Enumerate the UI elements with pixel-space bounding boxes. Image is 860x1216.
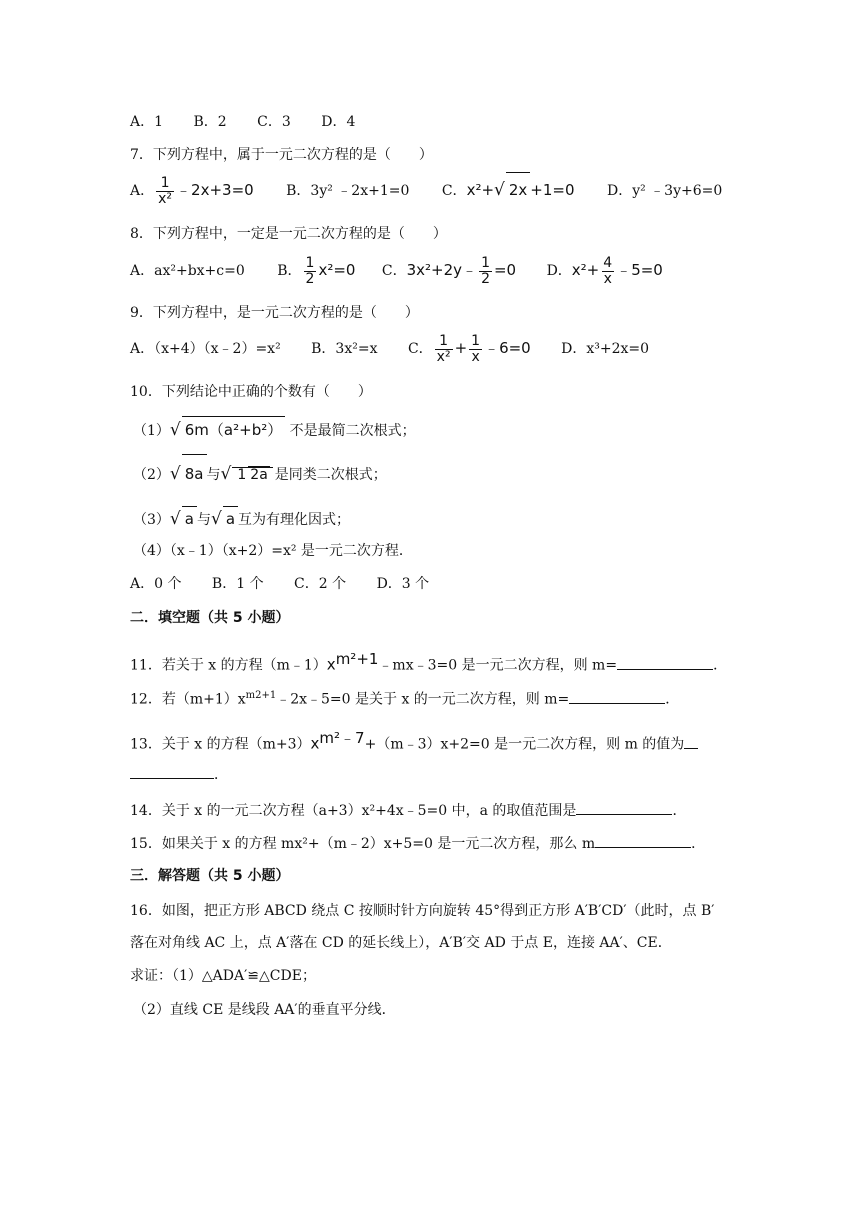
q8-c-denominator: 2 [481,270,490,287]
q10-s2-label: （2） [133,467,170,483]
q11-middle: ﹣mx﹣3=0 是一元二次方程，则 m= [378,657,618,674]
q12-exponent: m2+1 [245,690,277,701]
q12 [130,686,679,710]
q14-prefix: 14．关于 x 的一元二次方程（a+3）x²+4x﹣5=0 中，a 的取值范围是 [130,803,577,819]
q8-stem: 8．下列方程中，一定是一元二次方程的是（ ） [130,226,447,242]
q8-option-b [277,253,355,288]
q7-a-numerator: 1 [160,174,170,191]
q10-s2-mid: 与 [206,467,221,483]
q8-b-tail: x²=0 [318,261,356,279]
q9-c-numerator-1: 1 [439,332,449,349]
q10-statement-4: （4）（x﹣1）（x+2）=x² 是一元二次方程． [133,543,413,559]
q6-option-b: B．2 [193,114,227,130]
radical-icon: √ [169,464,181,484]
q8-c-fraction [479,256,492,287]
q11-prefix: 11．若关于 x 的方程（m﹣1） [130,657,327,674]
q10-s1-tail: 不是最简二次根式； [285,423,416,439]
q7-a-tail: ﹣2x+3=0 [176,181,254,199]
q16-line-1: 16．如图，把正方形 ABCD 绕点 C 按顺时针方向旋转 45°得到正方形 A′B′CD′（此时，点 B′ [130,903,715,919]
q12-prefix: 12．若（m+1）x [130,691,246,708]
q12-answer-blank[interactable] [569,689,665,704]
q13 [130,725,698,758]
q10-s3-radicand-2: a [223,506,238,531]
radical-icon: √ [220,464,232,484]
q10-stem: 10．下列结论中正确的个数有（ ） [130,384,372,400]
q11-answer-blank[interactable] [617,655,713,670]
q8-b-denominator: 2 [305,270,315,287]
q8-c-numerator: 1 [481,254,490,271]
q8-option-c [382,253,516,288]
q13-exponent: m²﹣7 [319,729,365,747]
q10-option-b: B．1 个 [211,576,264,592]
q10-s1-label: （1） [133,423,170,439]
q7-c-label: C． [441,183,467,199]
q9-c-numerator-2: 1 [471,332,481,349]
q10-options [130,574,429,594]
q7-option-a [130,173,254,208]
q9-options [130,330,649,367]
q7-option-d: D．y² ﹣3y+6=0 [606,183,723,199]
q10-s1-radicand: 6m（a²+b²） [182,416,285,443]
q10-statement-1 [133,416,416,444]
q13-answer-blank-start[interactable] [684,734,698,749]
q10-s2-numerator: 1 [237,467,247,483]
q8-d-lead: x²+ [571,261,600,279]
q9-c-denominator-2: x [471,348,480,365]
q14-answer-blank[interactable] [576,800,672,815]
q11-end: ． [713,657,728,674]
q10-s2-fraction [232,467,272,483]
radical-icon: √ [494,180,505,200]
q8-option-d [547,253,663,288]
q8-c-lead: 3x²+2y﹣ [406,261,478,279]
section-solve-heading: 三．解答题（共 5 小题） [130,868,290,884]
q8-d-denominator: x [603,270,612,287]
section-fill-in-heading: 二．填空题（共 5 小题） [130,610,290,626]
q10-s3-label: （3） [133,512,170,528]
q13-prefix: 13．关于 x 的方程（m+3） [130,736,311,753]
q9-c-label: C． [407,341,433,357]
q6-option-a: A．1 [130,114,164,130]
q8-c-label: C． [381,263,407,279]
q9-c-denominator-1: x² [436,348,451,365]
q16-line-3: 求证：（1）△ADA′≌△CDE； [130,968,316,984]
q11-exponent: m²+1 [335,650,379,668]
q11 [130,646,727,679]
q16-line-4: （2）直线 CE 是线段 AA′的垂直平分线． [133,1002,396,1018]
q9-stem: 9．下列方程中，是一元二次方程的是（ ） [130,305,419,321]
q7-c-tail: +1=0 [530,181,575,199]
q10-s2-radicand-1: 8a [182,454,207,493]
q11-base: x [326,655,336,674]
q13-base: x [310,734,320,753]
q14-end: ． [672,803,687,819]
radical-icon: √ [169,420,181,440]
q8-b-label: B． [277,263,302,279]
q9-c-fraction-2 [469,334,482,365]
q7-option-b: B．3y² ﹣2x+1=0 [286,183,410,199]
q6-option-d: D．4 [321,114,356,130]
q13-continuation [130,764,228,785]
q9-option-d: D．x³+2x=0 [561,341,650,357]
q9-c-fraction-1 [435,334,453,365]
q10-s2-denominator: 2a [250,467,268,483]
q6-option-c: C．3 [257,114,291,130]
q10-statement-2 [133,454,387,494]
q14 [130,800,686,821]
q7-a-fraction [156,176,174,207]
q15-end: ． [691,836,706,852]
q12-middle: ﹣2x﹣5=0 是关于 x 的一元二次方程，则 m= [276,691,570,708]
q15 [130,833,705,854]
q9-option-c [408,330,531,367]
q15-answer-blank[interactable] [595,833,691,848]
q7-a-label: A． [130,183,155,199]
q7-a-denominator: x² [158,190,173,207]
q9-c-tail: ﹣6=0 [484,339,531,357]
q7-c-radicand: 2x [506,172,530,207]
q8-b-numerator: 1 [305,254,315,271]
q13-middle: +（m﹣3）x+2=0 是一元二次方程，则 m 的值为 [364,736,685,753]
q10-s3-tail: 互为有理化因式； [238,512,351,528]
q7-option-c [442,172,575,208]
q6-options [130,112,355,132]
q8-d-tail: ﹣5=0 [616,261,663,279]
q10-s3-mid: 与 [196,512,211,528]
q8-options [130,253,663,288]
q16-line-2: 落在对角线 AC 上，点 A′落在 CD 的延长线上），A′B′交 AD 于点 E，连接 AA′、CE． [130,935,672,951]
q9-c-plus: + [454,339,468,357]
q15-prefix: 15．如果关于 x 的方程 mx²+（m﹣2）x+5=0 是一元二次方程，那么 m [130,836,596,852]
q9-option-a: A．（x+4）（x﹣2）=x² [130,341,281,357]
q10-s2-tail: 是同类二次根式； [274,467,387,483]
q7-options [130,172,722,208]
q8-d-numerator: 4 [603,254,613,271]
q8-d-fraction [601,256,614,287]
q8-option-a: A．ax²+bx+c=0 [130,263,245,279]
radical-icon: √ [169,509,181,529]
q13-end: ． [214,767,228,783]
q12-end: ． [665,691,680,708]
q13-answer-blank-end[interactable] [130,764,214,779]
q10-option-c: C．2 个 [294,576,347,592]
q7-c-lead: x²+ [466,181,495,199]
q10-option-d: D．3 个 [376,576,430,592]
q10-option-a: A．0 个 [130,576,182,592]
q8-b-fraction [304,256,317,287]
q10-s3-radicand-1: a [182,506,197,531]
q9-option-b: B．3x²=x [311,341,378,357]
q7-stem: 7．下列方程中，属于一元二次方程的是（ ） [130,147,433,163]
radical-icon: √ [210,509,222,529]
q8-c-tail: =0 [493,261,517,279]
q10-statement-3 [133,506,350,532]
q8-d-label: D． [546,263,572,279]
